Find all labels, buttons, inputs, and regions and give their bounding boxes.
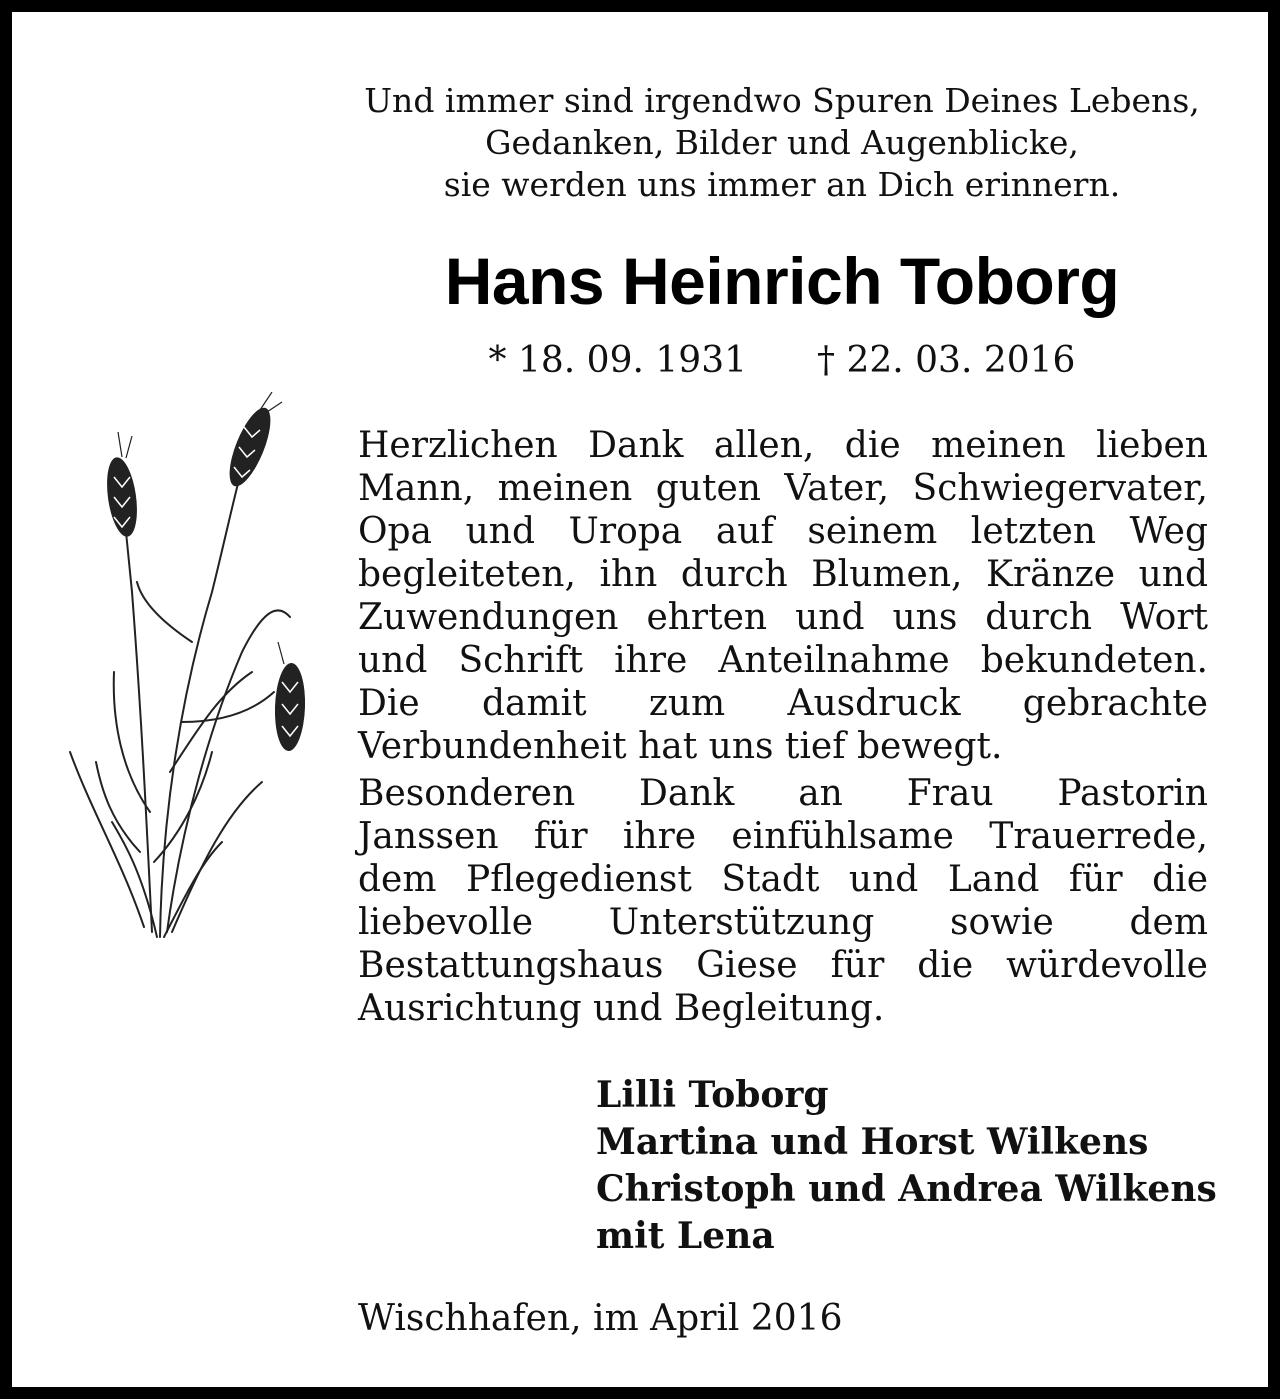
- wheat-stalks-icon: [52, 392, 332, 952]
- signature-line: mit Lena: [596, 1215, 775, 1257]
- signatures: [596, 1072, 1236, 1260]
- death-date: † 22. 03. 2016: [817, 340, 1076, 381]
- life-dates: [312, 336, 1252, 386]
- signature-line: Christoph und Andrea Wilkens: [596, 1168, 1217, 1210]
- motto-line: Gedanken, Bilder und Augenblicke,: [485, 123, 1079, 162]
- text-line: Opa und Uropa auf seinem letzten Weg: [358, 511, 1208, 552]
- text-line: Zuwendungen ehrten und uns durch Wort: [358, 597, 1208, 638]
- motto-verse: [312, 80, 1252, 206]
- text-line: liebevolle Unterstützung sowie dem: [358, 902, 1208, 943]
- special-thanks-paragraph: [358, 772, 1208, 1030]
- text-line: dem Pflegedienst Stadt und Land für die: [358, 859, 1208, 900]
- motto-line: sie werden uns immer an Dich erinnern.: [443, 165, 1121, 204]
- text-line: Die damit zum Ausdruck gebrachte: [358, 683, 1208, 724]
- motto-line: Und immer sind irgendwo Spuren Deines Lebens,: [364, 81, 1200, 120]
- birth-date: * 18. 09. 1931: [488, 340, 747, 381]
- deceased-name: Hans Heinrich Toborg: [444, 244, 1120, 318]
- text-line: Ausrichtung und Begleitung.: [358, 988, 885, 1029]
- thanks-text: [358, 424, 1208, 1030]
- thanks-paragraph: [358, 424, 1208, 768]
- text-line: begleiteten, ihn durch Blumen, Kränze und: [358, 554, 1208, 595]
- text-line: Herzlichen Dank allen, die meinen lieben: [358, 425, 1208, 466]
- signature-line: Martina und Horst Wilkens: [596, 1121, 1149, 1163]
- text-line: Verbundenheit hat uns tief bewegt.: [358, 726, 1003, 767]
- place-and-date: Wischhafen, im April 2016: [358, 1298, 843, 1339]
- text-line: und Schrift ihre Anteilnahme bekundeten.: [358, 640, 1208, 681]
- text-line: Besonderen Dank an Frau Pastorin: [358, 773, 1208, 814]
- text-line: Bestattungshaus Giese für die würdevolle: [358, 945, 1208, 986]
- text-line: Mann, meinen guten Vater, Schwiegervater,: [358, 468, 1208, 509]
- signature-line: Lilli Toborg: [596, 1074, 829, 1116]
- text-line: Janssen für ihre einfühlsame Trauerrede,: [358, 816, 1208, 857]
